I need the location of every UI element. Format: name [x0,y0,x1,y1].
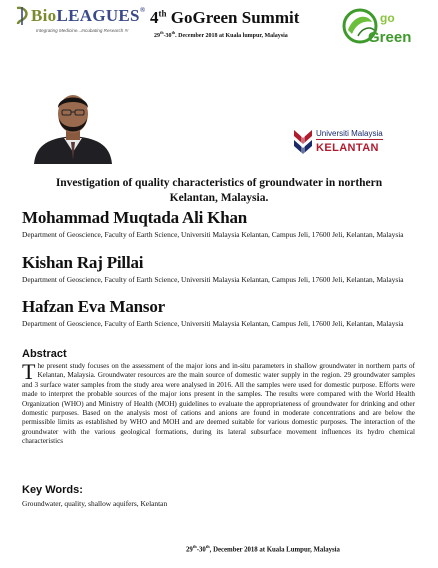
university-crest-icon [292,126,314,158]
gogreen-word-go: go [380,11,395,25]
bioleagues-wordmark: BioLEAGUES® [31,6,146,25]
university-place: KELANTAN [316,142,379,154]
author-affiliation: Department of Geoscience, Faculty of Earth Science, Universiti Malaysia Kelantan, Campus Jeli, 17600 Jeli, Kelantan, Malaysia [22,319,404,328]
abstract-body [22,359,415,447]
footer-date: 29th-30th, December 2018 at Kuala Lumpur, Malaysia [186,544,340,554]
author-affiliation: Department of Geoscience, Faculty of Earth Science, Universiti Malaysia Kelantan, Campus Jeli, 17600 Jeli, Kelantan, Malaysia [22,230,404,239]
bioleagues-mark-icon [14,6,30,26]
gogreen-word-green: Green [368,29,412,46]
author-name: Kishan Raj Pillai [22,253,144,272]
summit-title: 4th GoGreen Summit [150,8,300,27]
university-name: Universiti Malaysia [316,129,383,138]
author-affiliation: Department of Geoscience, Faculty of Earth Science, Universiti Malaysia Kelantan, Campus Jeli, 17600 Jeli, Kelantan, Malaysia [22,275,404,284]
paper-title: Investigation of quality characteristics of groundwater in northern Kelantan, Malaysia. [55,177,383,204]
gogreen-logo [338,6,428,48]
author-photo [20,86,126,164]
author-name: Mohammad Muqtada Ali Khan [22,208,248,227]
summit-date: 29th-30th. December 2018 at Kuala lumpur, Malaysia [154,30,288,39]
bioleagues-tagline: Integrating Medicine...Incubating Research !!! [36,28,129,33]
abstract-dropcap: T [22,359,36,384]
abstract-heading: Abstract [22,348,67,360]
keywords-heading: Key Words: [22,484,83,496]
bioleagues-logo [14,6,146,42]
abstract-text: he present study focuses on the assessment of the major ions and in-situ parameters in shallow groundwater in northern parts of Kelantan, Malaysia. Groundwater resources are the main source of domestic water supply in the region. 29 groundwater samples and 3 surface water samples from the study area were analysed in 2016. All the samples were used for domestic purpose. Efforts were made to interpret the probable sources of the major ions present in the samples. The results were compared with the World Health Organization (WHO) and Ministry of Health (MOH) guidelines to evaluate the appropriateness of groundwater for drinking and other domestic purposes. Based on the analysis most of cations and anions are found in moderate concentrations and are below the permissible limits as established by WHO and MOH and are deemed suitable for various domestic purposes. The interaction of the groundwater with the various geological formations, during its lateral subsurface movement influences its hydro chemical characteristics [22,362,415,446]
keywords-list: Groundwater, quality, shallow aquifers, Kelantan [22,499,168,508]
author-name: Hafzan Eva Mansor [22,297,165,316]
university-logo [292,126,406,162]
